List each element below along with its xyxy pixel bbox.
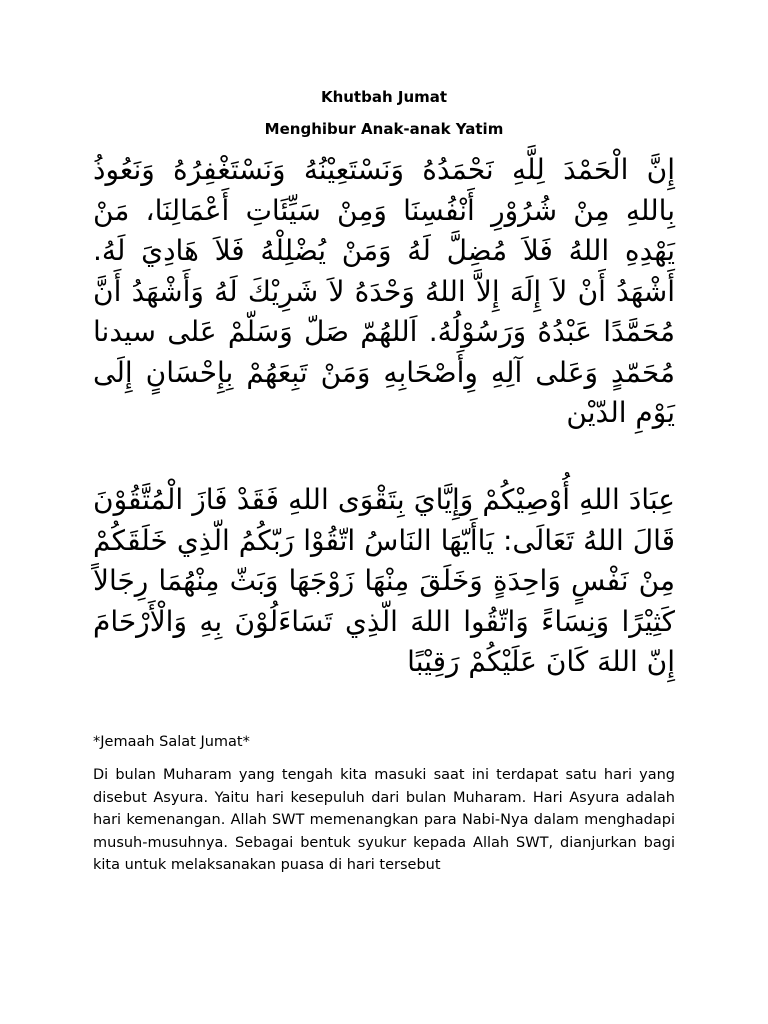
body-paragraph: Di bulan Muharam yang tengah kita masuki saat ini terdapat satu hari yang disebut Asyura. Yaitu hari kesepuluh dari bulan Muharam. Hari Asyura adalah hari kemenangan. Allah SWT memenangkan para Nabi-Nya dalam menghadapi musuh-musuhnya. Sebagai bentuk syukur kepada Allah SWT, dianjurkan bagi kita untuk melaksanakan puasa di hari tersebut: [93, 767, 675, 873]
document-title: Khutbah Jumat: [320, 88, 448, 106]
congregation-greeting: *Jemaah Salat Jumat*: [93, 734, 250, 750]
arabic-wasiat-verse: عِبَادَ اللهِ أُوْصِيْكُمْ وَإِيَّايَ بِتَقْوَى اللهِ فَقَدْ فَازَ الْمُتَّقُوْنَ قَالَ اللهُ تَعَالَى: يَاأَيّهَا النَاسُ اتّقُوْا رَبّكُمُ الّذِي خَلَقَكُمْ مِنْ نَفْسٍ وَاحِدَةٍ وَخَلَقَ مِنْهَا زَوْجَهَا وَبَثّ مِنْهُمَا رِجَالاً كَثِيْرًا وَنِسَاءً وَاتّقُوا اللهَ الّذِي تَسَاءَلُوْنَ بِهِ وَالْأَرْحَامَ إِنّ اللهَ كَانَ عَلَيْكُمْ رَقِيْبًا: [93, 483, 675, 678]
document-subtitle: Menghibur Anak-anak Yatim: [264, 120, 504, 138]
arabic-opening-prayer: إِنَّ الْحَمْدَ لِلَّهِ نَحْمَدُهُ وَنَسْتَعِيْنُهُ وَنَسْتَغْفِرُهُ وَنَعُوذُ بِاللهِ مِنْ شُرُوْرِ أَنْفُسِنَا وَمِنْ سَيِّئَاتِ أَعْمَالِنَا، مَنْ يَهْدِهِ اللهُ فَلاَ مُضِلَّ لَهُ وَمَنْ يُضْلِلْهُ فَلاَ هَادِيَ لَهُ. أَشْهَدُ أَنْ لاَ إِلَهَ إِلاَّ اللهُ وَحْدَهُ لاَ شَرِيْكَ لَهُ وَأَشْهَدُ أَنَّ مُحَمَّدًا عَبْدُهُ وَرَسُوْلُهُ. اَللهُمّ صَلّ وَسَلّمْ عَلى سيدنا مُحَمّدٍ وَعَلى آلِهِ وِأَصْحَابِهِ وَمَنْ تَبِعَهُمْ بِإِحْسَانٍ إِلَى يَوْمِ الدّيْن: [93, 153, 675, 429]
